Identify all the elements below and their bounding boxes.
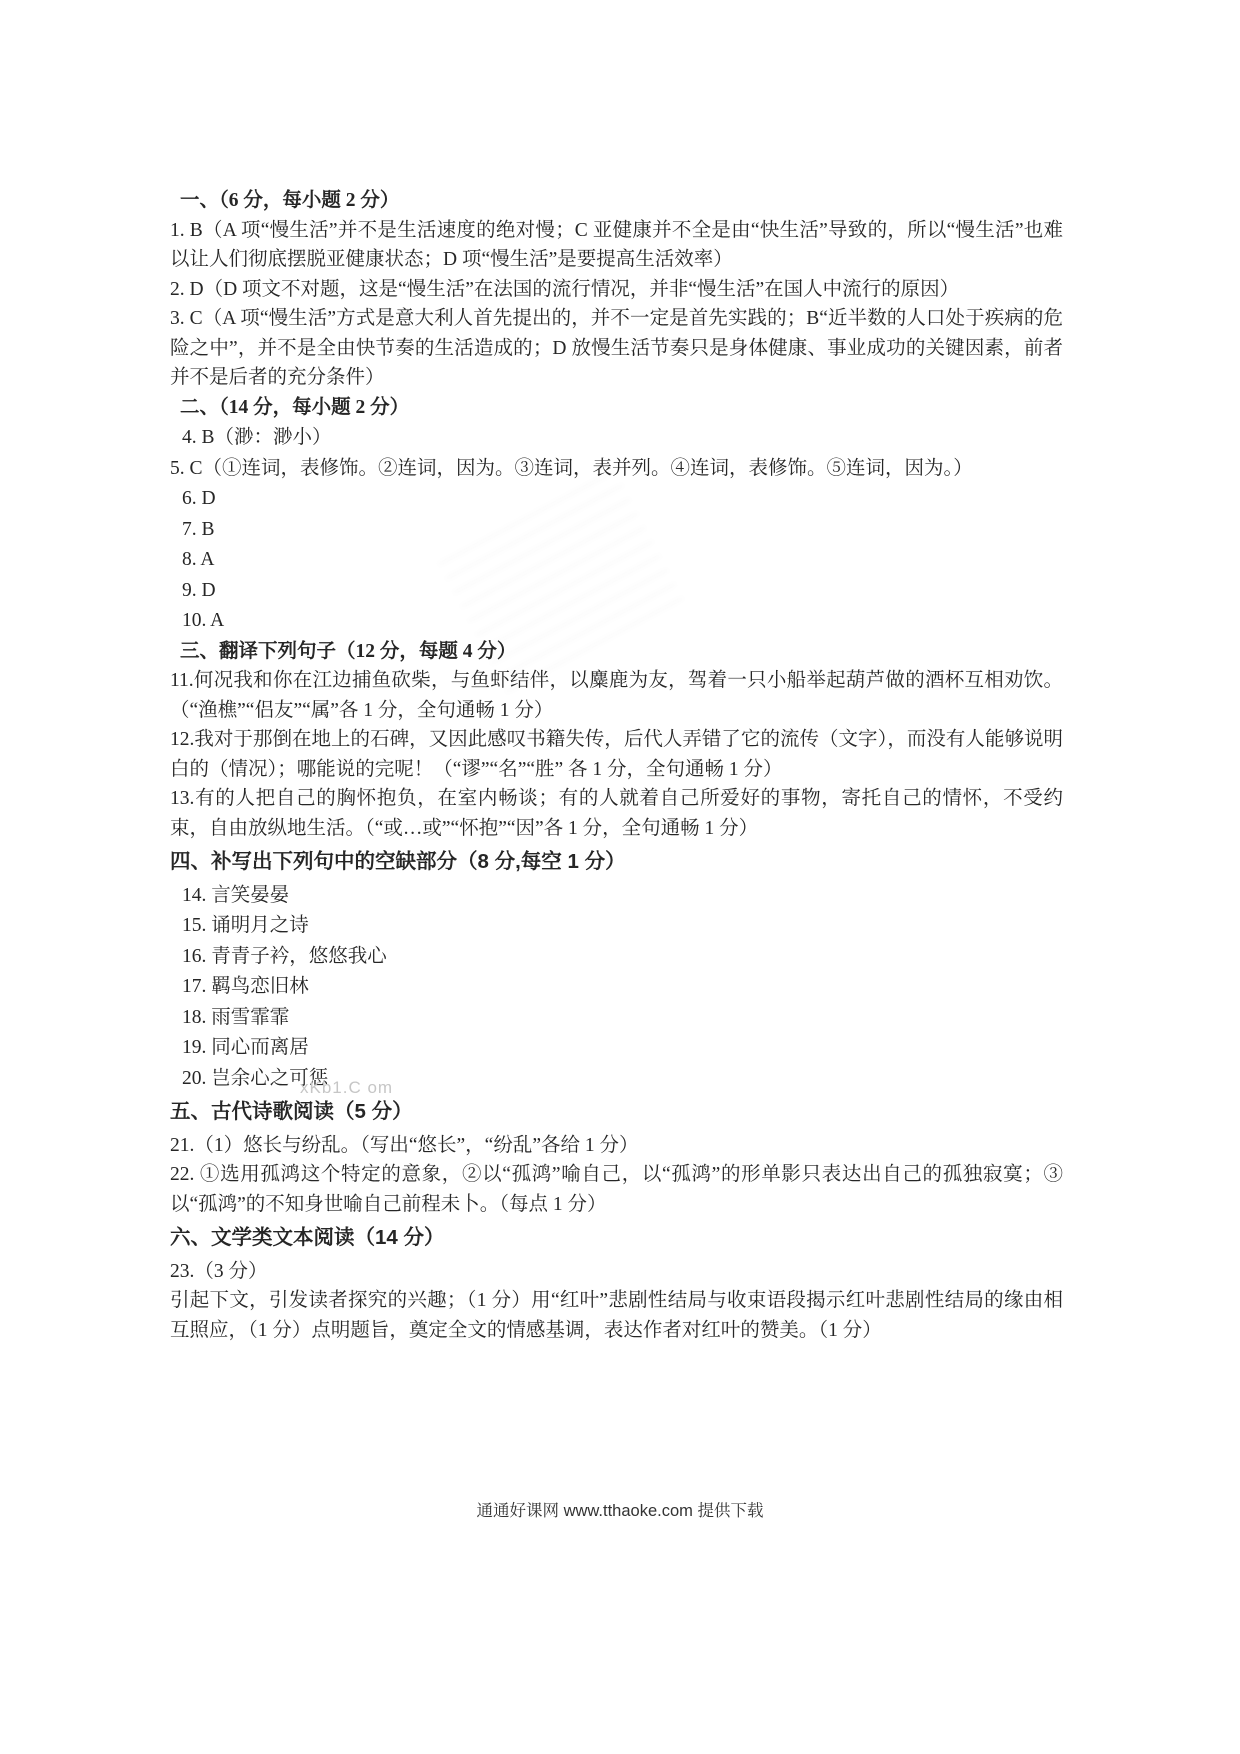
section-heading: 三、翻译下列句子（12 分，每题 4 分） — [180, 640, 517, 662]
paragraph: 2. D（D 项文不对题，这是“慢生活”在法国的流行情况，并非“慢生活”在国人中流行的原因） — [170, 278, 960, 300]
answer-line: 15. 诵明月之诗 — [182, 915, 309, 936]
answer-line: 18. 雨雪霏霏 — [182, 1006, 290, 1028]
answer-line: 8. A — [182, 549, 215, 570]
answer-line: 4. B（渺：渺小） — [182, 427, 332, 448]
major-heading: 五、古代诗歌阅读（5 分） — [170, 1100, 413, 1123]
major-heading: 六、文学类文本阅读（14 分） — [170, 1226, 445, 1249]
footer-credit: 通通好课网 www.tthaoke.com 提供下载 — [476, 1502, 764, 1520]
answer-line: 16. 青青子衿，悠悠我心 — [182, 945, 387, 967]
answer-line: 14. 言笑晏晏 — [182, 884, 290, 906]
major-heading: 四、补写出下列句中的空缺部分（8 分,每空 1 分） — [170, 850, 626, 873]
paragraph: 21.（1）悠长与纷乱。（写出“悠长”，“纷乱”各给 1 分） — [170, 1134, 639, 1156]
site-watermark: xKb1.C om — [300, 1078, 394, 1097]
paragraph: 13.有的人把自己的胸怀抱负，在室内畅谈；有的人就着自己所爱好的事物，寄托自己的情怀，不受约束，自由放纵地生活。（“或…或”“怀抱”“因”各 1 分，全句通畅 1 分） — [170, 788, 1063, 839]
paragraph: 11.何况我和你在江边捕鱼砍柴，与鱼虾结伴，以麋鹿为友，驾着一只小船举起葫芦做的酒杯互相劝饮。（“渔樵”“侣友”“属”各 1 分，全句通畅 1 分） — [170, 670, 1063, 721]
section-heading: 二、（14 分，每小题 2 分） — [180, 396, 410, 418]
document-content — [170, 186, 1063, 1345]
answer-line: 9. D — [182, 579, 216, 601]
paragraph: 12.我对于那倒在地上的石碑，又因此感叹书籍失传，后代人弄错了它的流传（文字），而没有人能够说明白的（情况）；哪能说的完呢！（“谬”“名”“胜” 各 1 分，全句通畅 1 分） — [170, 729, 1063, 780]
answer-line: 7. B — [182, 518, 215, 540]
answer-line: 20. 岂余心之可惩 — [182, 1067, 329, 1089]
section-heading: 一、（6 分，每小题 2 分） — [180, 190, 400, 211]
paragraph: 3. C（A 项“慢生活”方式是意大利人首先提出的，并不一定是首先实践的；B“近半数的人口处于疾病的危险之中”，并不是全由快节奏的生活造成的；D 放慢生活节奏只是身体健康、事业成功的关键因素，前者并不是后者的充分条件） — [170, 308, 1063, 388]
answer-line: 6. D — [182, 488, 216, 509]
paragraph: 引起下文，引发读者探究的兴趣；（1 分）用“红叶”悲剧性结局与收束语段揭示红叶悲剧性结局的缘由相互照应，（1 分）点明题旨，奠定全文的情感基调，表达作者对红叶的赞美。（1 分） — [170, 1290, 1063, 1341]
paragraph: 5. C（①连词，表修饰。②连词，因为。③连词，表并列。④连词，表修饰。⑤连词，因为。） — [170, 457, 973, 479]
answer-line: 10. A — [182, 610, 225, 631]
paragraph: 1. B（A 项“慢生活”并不是生活速度的绝对慢；C 亚健康并不全是由“快生活”导致的，所以“慢生活”也难以让人们彻底摆脱亚健康状态；D 项“慢生活”是要提高生活效率） — [170, 219, 1063, 270]
answer-line: 17. 羁鸟恋旧林 — [182, 976, 309, 997]
paragraph: 22. ①选用孤鸿这个特定的意象，②以“孤鸿”喻自己，以“孤鸿”的形单影只表达出自己的孤独寂寞；③以“孤鸿”的不知身世喻自己前程未卜。（每点 1 分） — [170, 1164, 1063, 1215]
answer-line: 19. 同心而离居 — [182, 1037, 309, 1058]
paragraph: 23.（3 分） — [170, 1260, 268, 1282]
